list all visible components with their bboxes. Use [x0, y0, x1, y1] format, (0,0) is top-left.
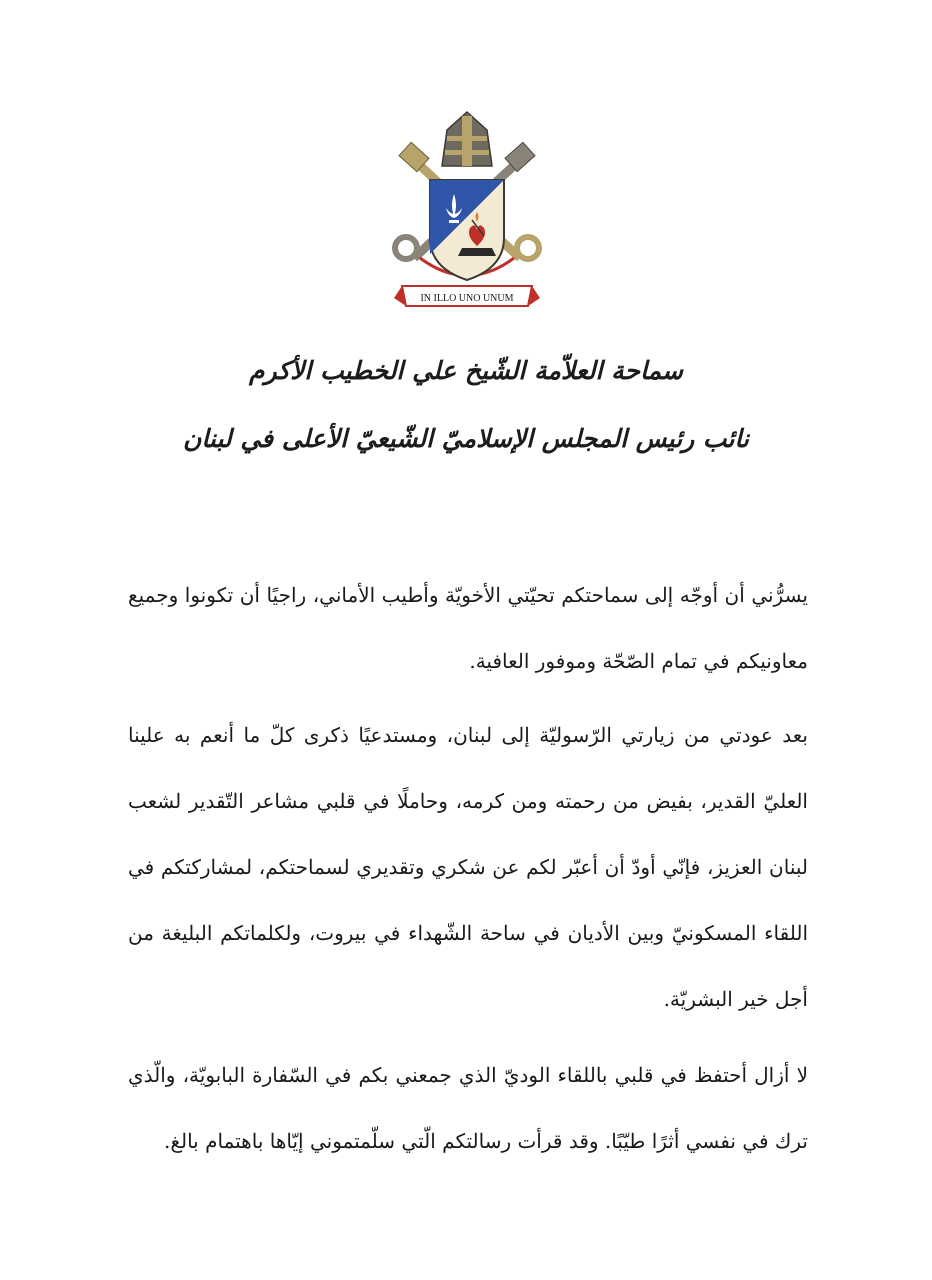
- paragraph-meeting: لا أزال أحتفظ في قلبي باللقاء الوديّ الذي جمعني بكم في السّفارة البابويّة، والّذي ترك في نفسي أثرًا طيّبًا. وقد قرأت رسالتكم الّتي سلّمتموني إيّاها باهتمام بالغ.: [128, 1063, 808, 1153]
- mitre-band-cross: [447, 136, 487, 141]
- motto-text: IN ILLO UNO UNUM: [420, 293, 514, 304]
- key-left-bow: [395, 237, 417, 259]
- addressee-title: نائب رئيس المجلس الإسلاميّ الشّيعيّ الأعلى في لبنان: [182, 424, 750, 453]
- book-icon: [458, 248, 496, 256]
- paragraph-gratitude: بعد عودتي من زيارتي الرّسوليّة إلى لبنان، ومستدعيًا ذكرى كلّ ما أنعم به علينا العليّ القدير، بفيض من رحمته ومن كرمه، وحاملًا في قلبي مشاعر التّقدير لشعب لبنان العزيز، فإنّي أودّ أن أعبّر لكم عن شكري وتقديري لسماحتكم، لمشاركتكم في اللقاء المسكونيّ وبين الأديان في ساحة الشّهداء في بيروت، ولكلماتكم البليغة من أجل خير البشريّة.: [128, 723, 808, 1011]
- mitre-band-cross-2: [445, 150, 489, 155]
- addressee-name: سماحة العلاّمة الشّيخ علي الخطيب الأكرم: [249, 356, 683, 385]
- papal-coat-of-arms: [392, 108, 542, 323]
- key-right-bow: [517, 237, 539, 259]
- paragraph-greeting: يسرُّني أن أوجّه إلى سماحتكم تحيّتي الأخويّة وأطيب الأماني، راجيًا أن تكونوا وجميع معاونيكم في تمام الصّحّة وموفور العافية.: [128, 583, 808, 673]
